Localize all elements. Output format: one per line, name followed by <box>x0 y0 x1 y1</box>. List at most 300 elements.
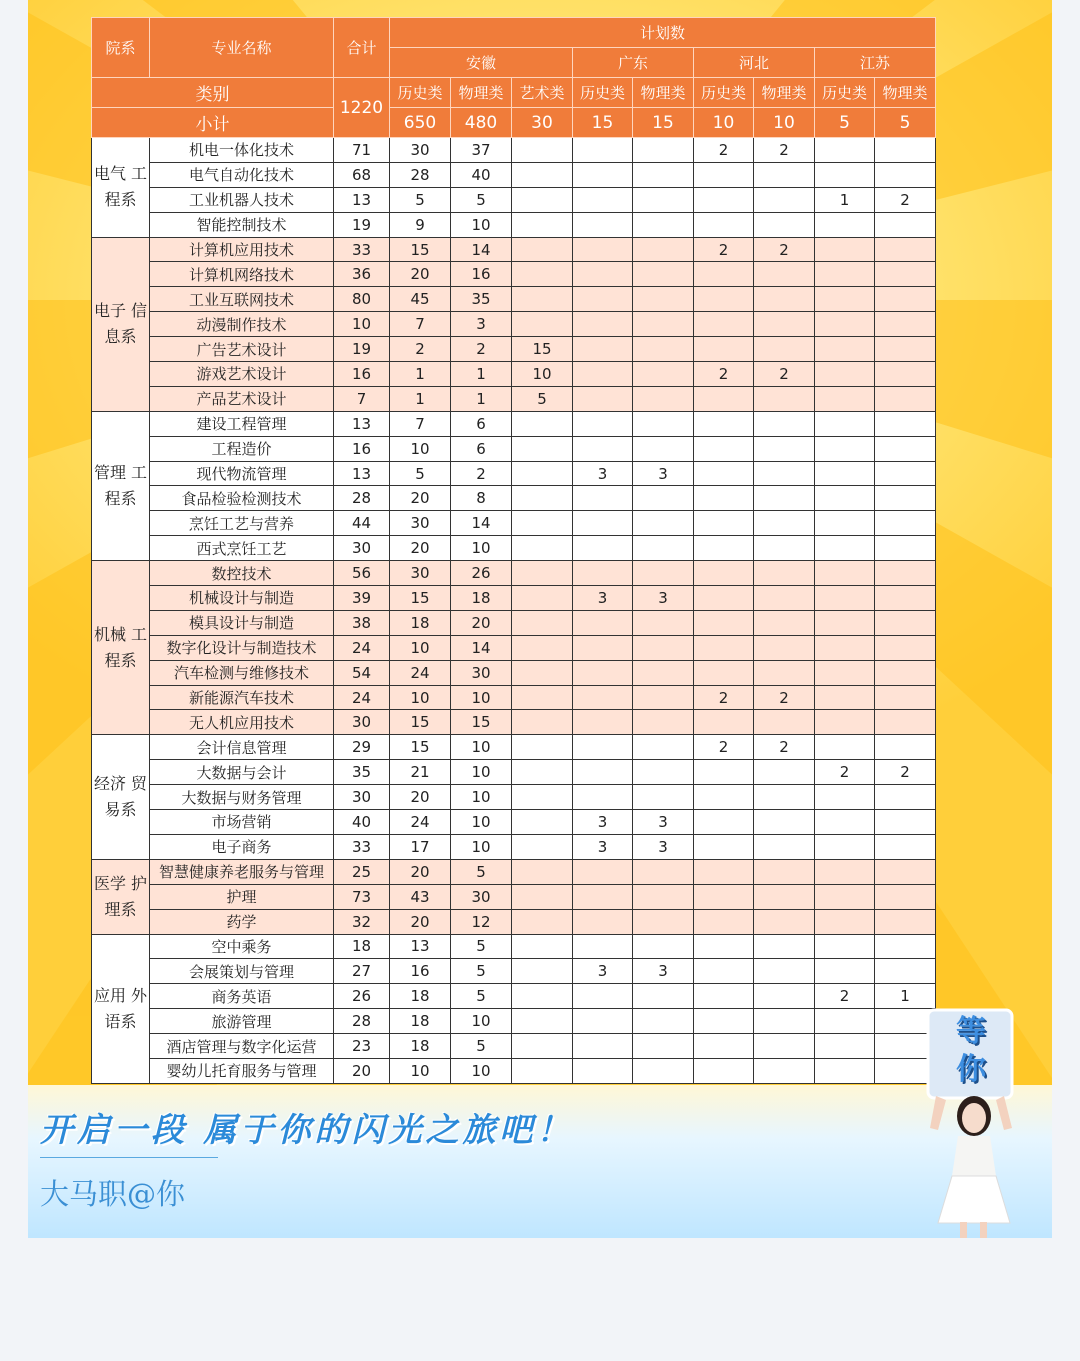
value-cell <box>815 312 875 337</box>
value-cell <box>754 610 815 635</box>
value-cell: 16 <box>334 436 390 461</box>
value-cell: 20 <box>390 536 451 561</box>
value-cell <box>875 810 936 835</box>
value-cell: 14 <box>451 237 512 262</box>
value-cell: 15 <box>390 586 451 611</box>
value-cell: 3 <box>573 959 633 984</box>
value-cell: 10 <box>390 436 451 461</box>
value-cell <box>573 536 633 561</box>
value-cell <box>815 685 875 710</box>
value-cell: 3 <box>573 586 633 611</box>
value-cell <box>754 386 815 411</box>
value-cell: 30 <box>334 785 390 810</box>
table-row <box>92 834 936 859</box>
value-cell <box>754 187 815 212</box>
value-cell <box>573 237 633 262</box>
value-cell: 16 <box>334 362 390 387</box>
value-cell <box>512 909 573 934</box>
signature: 大马职@你 <box>40 1177 186 1211</box>
value-cell <box>633 138 694 163</box>
value-cell: 12 <box>451 909 512 934</box>
value-cell: 3 <box>573 834 633 859</box>
value-cell <box>633 884 694 909</box>
value-cell <box>512 1058 573 1083</box>
admission-plan-table <box>91 17 936 1084</box>
major-name-cell: 建设工程管理 <box>150 411 334 436</box>
value-cell <box>694 411 754 436</box>
value-cell: 26 <box>334 984 390 1009</box>
major-name-cell: 药学 <box>150 909 334 934</box>
value-cell: 13 <box>390 934 451 959</box>
table-row <box>92 262 936 287</box>
value-cell: 3 <box>451 312 512 337</box>
value-cell: 10 <box>451 212 512 237</box>
value-cell <box>875 138 936 163</box>
value-cell: 30 <box>390 138 451 163</box>
value-cell <box>694 187 754 212</box>
major-name-cell: 食品检验检测技术 <box>150 486 334 511</box>
value-cell: 18 <box>390 984 451 1009</box>
value-cell <box>573 934 633 959</box>
value-cell <box>815 436 875 461</box>
value-cell <box>875 436 936 461</box>
value-cell <box>754 436 815 461</box>
value-cell <box>694 212 754 237</box>
major-name-cell: 烹饪工艺与营养 <box>150 511 334 536</box>
value-cell <box>573 312 633 337</box>
department-cell: 经济 贸易系 <box>92 735 150 859</box>
header-dept: 院系 <box>92 18 150 78</box>
table-row <box>92 710 936 735</box>
value-cell <box>754 660 815 685</box>
value-cell: 30 <box>334 536 390 561</box>
value-cell: 6 <box>451 436 512 461</box>
major-name-cell: 空中乘务 <box>150 934 334 959</box>
value-cell <box>875 486 936 511</box>
header-subtotal: 小计 <box>92 108 334 138</box>
value-cell <box>512 1009 573 1034</box>
value-cell <box>573 212 633 237</box>
value-cell: 10 <box>390 685 451 710</box>
major-name-cell: 大数据与财务管理 <box>150 785 334 810</box>
major-name-cell: 市场营销 <box>150 810 334 835</box>
value-cell <box>633 984 694 1009</box>
value-cell: 3 <box>633 834 694 859</box>
header-province-hebei: 河北 <box>694 48 815 78</box>
value-cell <box>573 735 633 760</box>
value-cell <box>573 884 633 909</box>
value-cell: 1 <box>451 386 512 411</box>
value-cell: 10 <box>451 685 512 710</box>
value-cell <box>815 287 875 312</box>
value-cell: 2 <box>754 237 815 262</box>
major-name-cell: 汽车检测与维修技术 <box>150 660 334 685</box>
value-cell: 30 <box>334 710 390 735</box>
table-row <box>92 212 936 237</box>
value-cell: 43 <box>390 884 451 909</box>
value-cell: 9 <box>390 212 451 237</box>
value-cell <box>694 312 754 337</box>
value-cell <box>633 785 694 810</box>
value-cell <box>573 287 633 312</box>
value-cell <box>512 834 573 859</box>
value-cell <box>573 785 633 810</box>
value-cell <box>875 362 936 387</box>
value-cell: 10 <box>451 834 512 859</box>
value-cell: 5 <box>451 934 512 959</box>
value-cell <box>815 660 875 685</box>
subtotal-cell: 15 <box>573 108 633 138</box>
value-cell: 10 <box>451 536 512 561</box>
value-cell: 20 <box>390 486 451 511</box>
value-cell <box>512 561 573 586</box>
value-cell: 2 <box>754 362 815 387</box>
value-cell: 5 <box>451 959 512 984</box>
category-cell: 历史类 <box>694 78 754 108</box>
value-cell: 1 <box>875 984 936 1009</box>
value-cell <box>573 859 633 884</box>
value-cell <box>633 561 694 586</box>
value-cell: 5 <box>451 859 512 884</box>
table-row <box>92 461 936 486</box>
value-cell <box>694 760 754 785</box>
category-cell: 历史类 <box>390 78 451 108</box>
value-cell: 3 <box>573 461 633 486</box>
table-row <box>92 436 936 461</box>
header-row-category <box>92 78 936 108</box>
value-cell: 37 <box>451 138 512 163</box>
value-cell <box>694 287 754 312</box>
value-cell: 13 <box>334 411 390 436</box>
major-name-cell: 无人机应用技术 <box>150 710 334 735</box>
value-cell: 2 <box>754 735 815 760</box>
value-cell <box>512 212 573 237</box>
value-cell <box>754 810 815 835</box>
value-cell <box>815 536 875 561</box>
value-cell: 10 <box>451 1009 512 1034</box>
value-cell <box>512 586 573 611</box>
value-cell: 15 <box>390 735 451 760</box>
value-cell <box>512 511 573 536</box>
value-cell: 5 <box>390 187 451 212</box>
value-cell <box>573 635 633 660</box>
value-cell: 30 <box>390 561 451 586</box>
value-cell <box>633 909 694 934</box>
table-row <box>92 859 936 884</box>
table-row <box>92 1058 936 1083</box>
value-cell: 30 <box>451 660 512 685</box>
value-cell: 10 <box>334 312 390 337</box>
value-cell: 2 <box>815 984 875 1009</box>
table-row <box>92 362 936 387</box>
value-cell <box>633 187 694 212</box>
value-cell <box>573 760 633 785</box>
value-cell <box>633 362 694 387</box>
value-cell <box>633 511 694 536</box>
value-cell: 18 <box>390 1034 451 1059</box>
value-cell: 10 <box>451 785 512 810</box>
value-cell <box>633 486 694 511</box>
value-cell: 18 <box>390 610 451 635</box>
value-cell <box>573 1009 633 1034</box>
value-cell <box>512 710 573 735</box>
value-cell: 28 <box>334 1009 390 1034</box>
header-province-anhui: 安徽 <box>390 48 573 78</box>
value-cell: 15 <box>451 710 512 735</box>
value-cell: 26 <box>451 561 512 586</box>
value-cell <box>875 337 936 362</box>
sign-label: 等你 <box>956 1014 986 1087</box>
value-cell <box>573 561 633 586</box>
value-cell <box>694 1009 754 1034</box>
value-cell: 20 <box>390 859 451 884</box>
value-cell: 17 <box>390 834 451 859</box>
value-cell <box>694 909 754 934</box>
value-cell <box>754 337 815 362</box>
value-cell <box>754 785 815 810</box>
value-cell <box>875 536 936 561</box>
value-cell: 2 <box>815 760 875 785</box>
major-name-cell: 智能控制技术 <box>150 212 334 237</box>
table-row <box>92 411 936 436</box>
value-cell <box>694 660 754 685</box>
value-cell <box>875 162 936 187</box>
department-cell: 电气 工程系 <box>92 138 150 238</box>
value-cell <box>815 635 875 660</box>
category-cell: 物理类 <box>633 78 694 108</box>
value-cell <box>633 685 694 710</box>
value-cell <box>815 934 875 959</box>
value-cell <box>573 984 633 1009</box>
value-cell: 5 <box>451 984 512 1009</box>
value-cell <box>875 785 936 810</box>
value-cell <box>815 586 875 611</box>
major-name-cell: 工业互联网技术 <box>150 287 334 312</box>
value-cell <box>694 586 754 611</box>
department-cell: 管理 工程系 <box>92 411 150 560</box>
value-cell: 35 <box>451 287 512 312</box>
subtotal-cell: 10 <box>754 108 815 138</box>
value-cell: 2 <box>754 138 815 163</box>
value-cell: 7 <box>334 386 390 411</box>
value-cell <box>633 237 694 262</box>
value-cell: 3 <box>633 810 694 835</box>
value-cell <box>754 411 815 436</box>
value-cell <box>815 884 875 909</box>
value-cell <box>512 536 573 561</box>
value-cell <box>815 337 875 362</box>
value-cell: 1 <box>451 362 512 387</box>
value-cell <box>694 635 754 660</box>
value-cell: 5 <box>390 461 451 486</box>
value-cell: 2 <box>694 237 754 262</box>
value-cell <box>573 660 633 685</box>
subtotal-cell: 5 <box>815 108 875 138</box>
value-cell: 1 <box>815 187 875 212</box>
value-cell <box>754 461 815 486</box>
major-name-cell: 护理 <box>150 884 334 909</box>
table-row <box>92 660 936 685</box>
value-cell <box>754 287 815 312</box>
value-cell <box>512 287 573 312</box>
value-cell <box>633 635 694 660</box>
value-cell <box>573 610 633 635</box>
value-cell <box>875 411 936 436</box>
value-cell <box>875 312 936 337</box>
value-cell <box>512 187 573 212</box>
value-cell <box>815 1009 875 1034</box>
value-cell: 10 <box>451 1058 512 1083</box>
value-cell: 2 <box>694 735 754 760</box>
value-cell <box>815 1034 875 1059</box>
table-row <box>92 237 936 262</box>
value-cell <box>573 685 633 710</box>
value-cell: 5 <box>512 386 573 411</box>
major-name-cell: 机械设计与制造 <box>150 586 334 611</box>
major-name-cell: 广告艺术设计 <box>150 337 334 362</box>
table-row <box>92 884 936 909</box>
value-cell <box>875 237 936 262</box>
value-cell <box>573 262 633 287</box>
table-row <box>92 187 936 212</box>
value-cell <box>875 287 936 312</box>
value-cell <box>875 934 936 959</box>
major-name-cell: 机电一体化技术 <box>150 138 334 163</box>
value-cell: 23 <box>334 1034 390 1059</box>
value-cell: 33 <box>334 834 390 859</box>
value-cell <box>815 162 875 187</box>
value-cell <box>754 561 815 586</box>
value-cell: 2 <box>694 685 754 710</box>
value-cell: 16 <box>451 262 512 287</box>
value-cell <box>512 411 573 436</box>
major-name-cell: 西式烹饪工艺 <box>150 536 334 561</box>
value-cell <box>633 710 694 735</box>
value-cell: 28 <box>334 486 390 511</box>
value-cell <box>754 511 815 536</box>
table-row <box>92 685 936 710</box>
value-cell: 30 <box>451 884 512 909</box>
value-cell <box>573 138 633 163</box>
value-cell <box>633 1009 694 1034</box>
value-cell: 27 <box>334 959 390 984</box>
value-cell <box>754 984 815 1009</box>
value-cell: 19 <box>334 212 390 237</box>
value-cell <box>633 287 694 312</box>
value-cell: 45 <box>390 287 451 312</box>
value-cell: 20 <box>390 262 451 287</box>
value-cell <box>754 536 815 561</box>
major-name-cell: 新能源汽车技术 <box>150 685 334 710</box>
value-cell <box>633 262 694 287</box>
value-cell: 15 <box>512 337 573 362</box>
value-cell <box>694 486 754 511</box>
value-cell <box>875 262 936 287</box>
value-cell <box>633 1034 694 1059</box>
table-body <box>92 138 936 1084</box>
value-cell <box>512 237 573 262</box>
value-cell <box>512 735 573 760</box>
value-cell: 3 <box>573 810 633 835</box>
value-cell: 10 <box>451 760 512 785</box>
table-row <box>92 810 936 835</box>
value-cell <box>573 162 633 187</box>
table-row <box>92 337 936 362</box>
value-cell <box>754 1034 815 1059</box>
value-cell: 3 <box>633 461 694 486</box>
value-cell <box>754 859 815 884</box>
subtotal-cell: 5 <box>875 108 936 138</box>
value-cell <box>754 884 815 909</box>
value-cell: 7 <box>390 411 451 436</box>
table-row <box>92 610 936 635</box>
major-name-cell: 工程造价 <box>150 436 334 461</box>
value-cell <box>694 436 754 461</box>
value-cell <box>754 635 815 660</box>
value-cell: 5 <box>451 187 512 212</box>
value-cell <box>875 884 936 909</box>
value-cell <box>512 486 573 511</box>
value-cell: 71 <box>334 138 390 163</box>
department-cell: 电子 信息系 <box>92 237 150 411</box>
category-cell: 历史类 <box>815 78 875 108</box>
subtotal-cell: 480 <box>451 108 512 138</box>
value-cell: 24 <box>390 660 451 685</box>
value-cell <box>875 660 936 685</box>
value-cell <box>754 162 815 187</box>
major-name-cell: 婴幼儿托育服务与管理 <box>150 1058 334 1083</box>
value-cell: 14 <box>451 635 512 660</box>
value-cell <box>512 138 573 163</box>
value-cell: 35 <box>334 760 390 785</box>
value-cell <box>512 685 573 710</box>
table-row <box>92 486 936 511</box>
value-cell <box>875 834 936 859</box>
value-cell <box>573 386 633 411</box>
value-cell: 39 <box>334 586 390 611</box>
value-cell: 32 <box>334 909 390 934</box>
value-cell <box>694 1058 754 1083</box>
value-cell: 14 <box>451 511 512 536</box>
value-cell: 2 <box>451 461 512 486</box>
value-cell <box>573 710 633 735</box>
subtotal-cell: 15 <box>633 108 694 138</box>
value-cell: 10 <box>451 810 512 835</box>
value-cell: 13 <box>334 461 390 486</box>
value-cell: 1 <box>390 386 451 411</box>
major-name-cell: 会计信息管理 <box>150 735 334 760</box>
value-cell: 54 <box>334 660 390 685</box>
value-cell <box>633 436 694 461</box>
value-cell <box>573 1058 633 1083</box>
value-cell <box>633 386 694 411</box>
major-name-cell: 游戏艺术设计 <box>150 362 334 387</box>
table-row <box>92 635 936 660</box>
table-row <box>92 312 936 337</box>
value-cell <box>754 934 815 959</box>
value-cell <box>875 685 936 710</box>
value-cell <box>815 610 875 635</box>
value-cell <box>694 610 754 635</box>
value-cell <box>694 884 754 909</box>
value-cell <box>815 386 875 411</box>
value-cell: 73 <box>334 884 390 909</box>
value-cell <box>815 959 875 984</box>
value-cell <box>633 934 694 959</box>
value-cell: 28 <box>390 162 451 187</box>
table-row <box>92 909 936 934</box>
value-cell <box>694 934 754 959</box>
